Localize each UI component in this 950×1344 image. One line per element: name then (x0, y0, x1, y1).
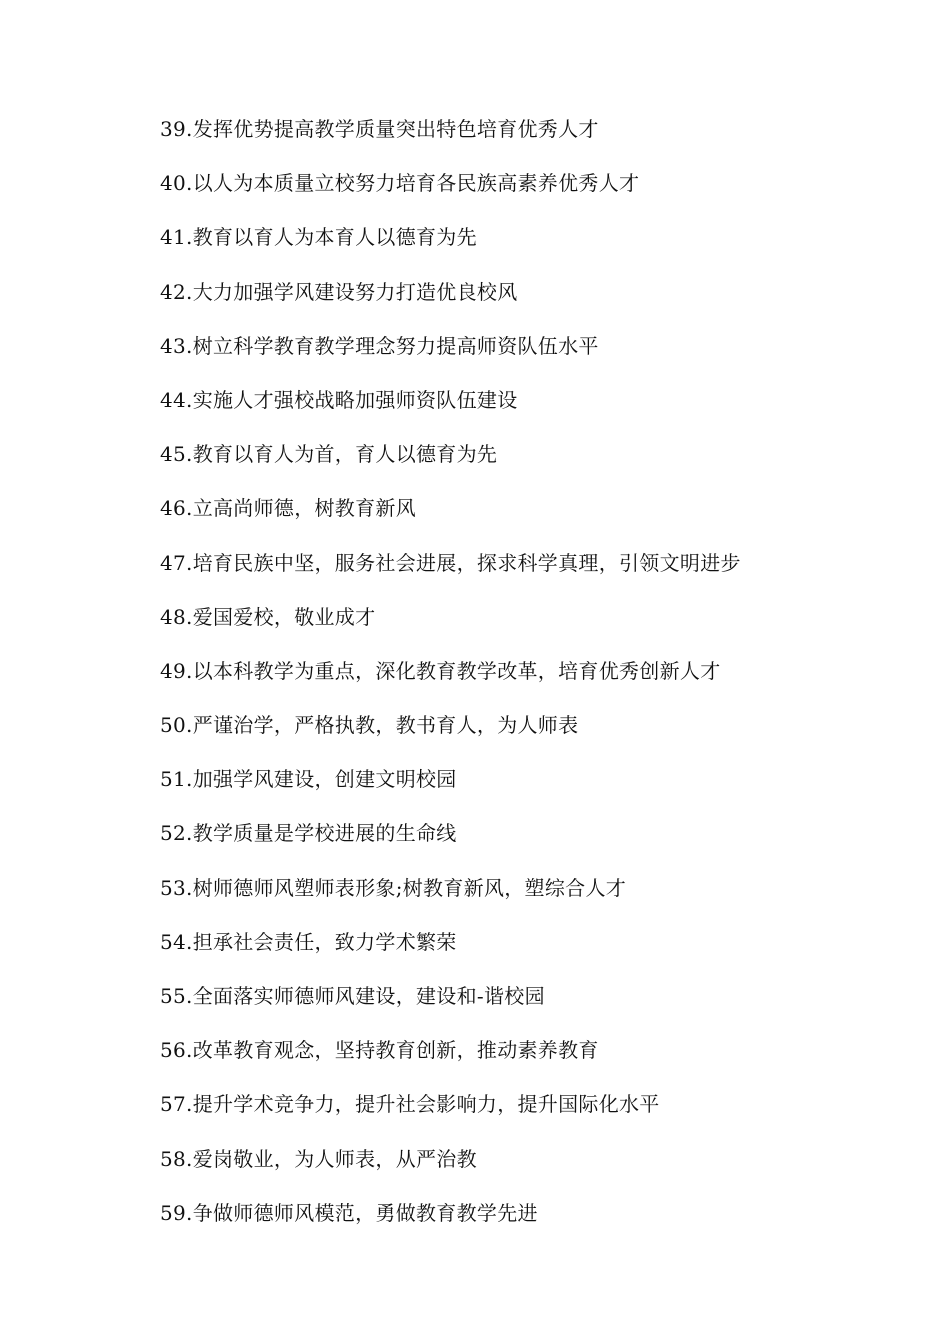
slogan-line: 59.争做师德师风模范，勇做教育教学先进 (160, 1200, 538, 1225)
slogan-line: 57.提升学术竞争力，提升社会影响力，提升国际化水平 (160, 1092, 660, 1117)
slogan-line: 42.大力加强学风建设努力打造优良校风 (160, 279, 518, 304)
slogan-line: 54.担承社会责任，致力学术繁荣 (160, 929, 457, 954)
slogan-line: 52.教学质量是学校进展的生命线 (160, 821, 457, 846)
slogan-line: 49.以本科教学为重点，深化教育教学改革，培育优秀创新人才 (160, 658, 721, 683)
slogan-list (160, 112, 741, 1250)
slogan-line: 43.树立科学教育教学理念努力提高师资队伍水平 (160, 333, 599, 358)
slogan-line: 39.发挥优势提高教学质量突出特色培育优秀人才 (160, 117, 599, 141)
slogan-line: 51.加强学风建设，创建文明校园 (160, 767, 457, 792)
slogan-line: 44.实施人才强校战略加强师资队伍建设 (160, 387, 518, 412)
slogan-line: 41.教育以育人为本育人以德育为先 (160, 225, 477, 250)
slogan-line: 55.全面落实师德师风建设，建设和-谐校园 (160, 984, 545, 1008)
slogan-line: 46.立高尚师德，树教育新风 (160, 496, 417, 521)
slogan-line: 45.教育以育人为首，育人以德育为先 (160, 442, 498, 467)
slogan-line: 53.树师德师风塑师表形象;树教育新风，塑综合人才 (160, 875, 627, 900)
slogan-line: 40.以人为本质量立校努力培育各民族高素养优秀人才 (160, 171, 640, 196)
slogan-line: 56.改革教育观念，坚持教育创新，推动素养教育 (160, 1038, 599, 1063)
slogan-line: 50.严谨治学，严格执教，教书育人，为人师表 (160, 713, 579, 738)
slogan-line: 47.培育民族中坚，服务社会进展，探求科学真理，引领文明进步 (160, 550, 741, 575)
slogan-line: 48.爱国爱校，敬业成才 (160, 604, 376, 629)
slogan-line: 58.爱岗敬业，为人师表，从严治教 (160, 1146, 477, 1171)
